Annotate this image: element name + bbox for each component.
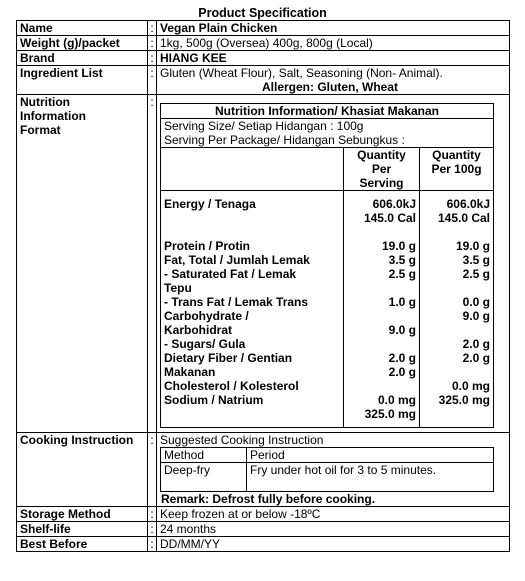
nutrient-name: - Trans Fat / Lemak Trans (164, 295, 309, 309)
colon: : (148, 66, 157, 95)
per-100g-value: 2.0 g (462, 351, 491, 365)
weight-label: Weight (g)/packet (17, 36, 148, 51)
colon: : (148, 537, 157, 552)
per-100g-value: 9.0 g (462, 309, 491, 323)
nutrient-name: Dietary Fiber / Gentian (164, 351, 293, 365)
brand-row (17, 51, 510, 66)
per-serving-value (347, 379, 416, 393)
colon: : (148, 507, 157, 522)
servings-per-package: Serving Per Package/ Hidangan Sebungkus : (161, 133, 494, 148)
per-100g-value (423, 281, 490, 295)
nutrient-name: Tepu (164, 281, 192, 295)
best-before-label: Best Before (17, 537, 148, 552)
nutrient-name (164, 211, 340, 225)
ingredient-row (17, 66, 510, 95)
allergen-text: Allergen: Gluten, Wheat (261, 80, 398, 94)
per-serving-value (347, 225, 416, 239)
brand-value: HIANG KEE (157, 51, 510, 66)
name-row (17, 21, 510, 36)
per-serving-value: 606.0kJ (372, 197, 416, 211)
per-serving-value: 325.0 mg (364, 407, 416, 421)
per-100g-value (423, 365, 490, 379)
cooking-row (17, 433, 510, 507)
colon: : (148, 433, 157, 507)
per-100g-value: 3.5 g (462, 253, 491, 267)
nutrition-value (157, 95, 510, 433)
per-100g-value: 325.0 mg (438, 393, 491, 407)
period-value: Fry under hot oil for 3 to 5 minutes. (247, 463, 494, 492)
colon: : (148, 36, 157, 51)
nutrient-name: Protein / Protin (164, 239, 251, 253)
cooking-label: Cooking Instruction (17, 433, 148, 507)
ingredient-label: Ingredient List (17, 66, 148, 95)
nutrition-label-line: Nutrition (20, 95, 70, 109)
per-100g-value (423, 225, 490, 239)
per-serving-value: 2.0 g (388, 365, 416, 379)
weight-value: 1kg, 500g (Oversea) 400g, 800g (Local) (157, 36, 510, 51)
period-header: Period (247, 448, 494, 463)
method-value: Deep-fry (161, 463, 247, 492)
nutrition-row (17, 95, 510, 433)
shelf-value: 24 months (157, 522, 510, 537)
header-line: Quantity (432, 148, 481, 162)
per-100g-value: 606.0kJ (446, 197, 491, 211)
per-serving-header (344, 148, 420, 191)
nutrient-header-blank (161, 148, 344, 191)
nutrient-name: Sodium / Natrium (164, 393, 264, 407)
nutrient-name: Fat, Total / Jumlah Lemak (164, 253, 310, 267)
per-serving-value: 1.0 g (388, 295, 416, 309)
per-serving-value: 0.0 mg (377, 393, 416, 407)
document-title: Product Specification (198, 6, 327, 20)
header-line: Serving (359, 176, 404, 190)
per-serving-value: 9.0 g (388, 323, 416, 337)
name-value: Vegan Plain Chicken (157, 21, 510, 36)
nutrition-heading: Nutrition Information/ Khasiat Makanan (161, 104, 494, 119)
per-100g-value (423, 323, 490, 337)
cooking-value (157, 433, 510, 507)
best-before-value: DD/MM/YY (157, 537, 510, 552)
storage-label: Storage Method (17, 507, 148, 522)
per-serving-value: 19.0 g (381, 239, 416, 253)
name-label: Name (17, 21, 148, 36)
per-100g-value: 2.5 g (462, 267, 491, 281)
ingredient-value (157, 66, 510, 95)
nutrient-name: Karbohidrat (164, 323, 233, 337)
per-100g-value: 2.0 g (462, 337, 491, 351)
ingredient-text: Gluten (Wheat Flour), Salt, Seasoning (Non- Animal). (160, 66, 443, 80)
per-serving-value: 3.5 g (388, 253, 416, 267)
per-serving-value: 2.0 g (388, 351, 416, 365)
nutrient-name: Cholesterol / Kolesterol (164, 379, 299, 393)
best-before-row (17, 537, 510, 552)
nutrient-names (161, 191, 344, 428)
header-line: Per 100g (431, 162, 482, 176)
nutrient-name: Makanan (164, 365, 216, 379)
nutrition-table (160, 103, 494, 428)
nutrient-name: - Saturated Fat / Lemak (164, 267, 297, 281)
spec-table (16, 20, 510, 552)
per-100g-value: 0.0 mg (452, 379, 491, 393)
storage-value: Keep frozen at or below -18ºC (157, 507, 510, 522)
per-100g-header (420, 148, 494, 191)
per-100g-values (420, 191, 494, 428)
per-100g-value: 19.0 g (455, 239, 491, 253)
per-serving-value (347, 309, 416, 323)
nutrient-name (164, 225, 340, 239)
shelf-row (17, 522, 510, 537)
header-line: Quantity (357, 148, 406, 162)
brand-label: Brand (17, 51, 148, 66)
per-serving-value (347, 337, 416, 351)
per-serving-values (344, 191, 420, 428)
nutrition-label-line: Information (20, 109, 86, 123)
per-serving-value: 145.0 Cal (363, 211, 416, 225)
colon: : (148, 522, 157, 537)
nutrition-label (17, 95, 148, 433)
suggested-cooking: Suggested Cooking Instruction (160, 433, 324, 447)
nutrient-name: - Sugars/ Gula (164, 337, 246, 351)
colon: : (148, 51, 157, 66)
per-100g-value: 145.0 Cal (437, 211, 491, 225)
header-line: Per (371, 162, 392, 176)
per-serving-value (347, 281, 416, 295)
nutrient-name: Carbohydrate / (164, 309, 249, 323)
cooking-remark: Remark: Defrost fully before cooking. (161, 492, 376, 506)
nutrient-name: Energy / Tenaga (164, 197, 256, 211)
weight-row (17, 36, 510, 51)
colon: : (148, 21, 157, 36)
serving-size: Serving Size/ Setiap Hidangan : 100g (161, 119, 494, 134)
shelf-label: Shelf-life (17, 522, 148, 537)
per-serving-value: 2.5 g (388, 267, 416, 281)
cooking-table (160, 447, 494, 492)
per-100g-value: 0.0 g (462, 295, 491, 309)
colon: : (148, 95, 157, 433)
nutrition-label-line: Format (20, 123, 61, 137)
method-header: Method (161, 448, 247, 463)
storage-row (17, 507, 510, 522)
